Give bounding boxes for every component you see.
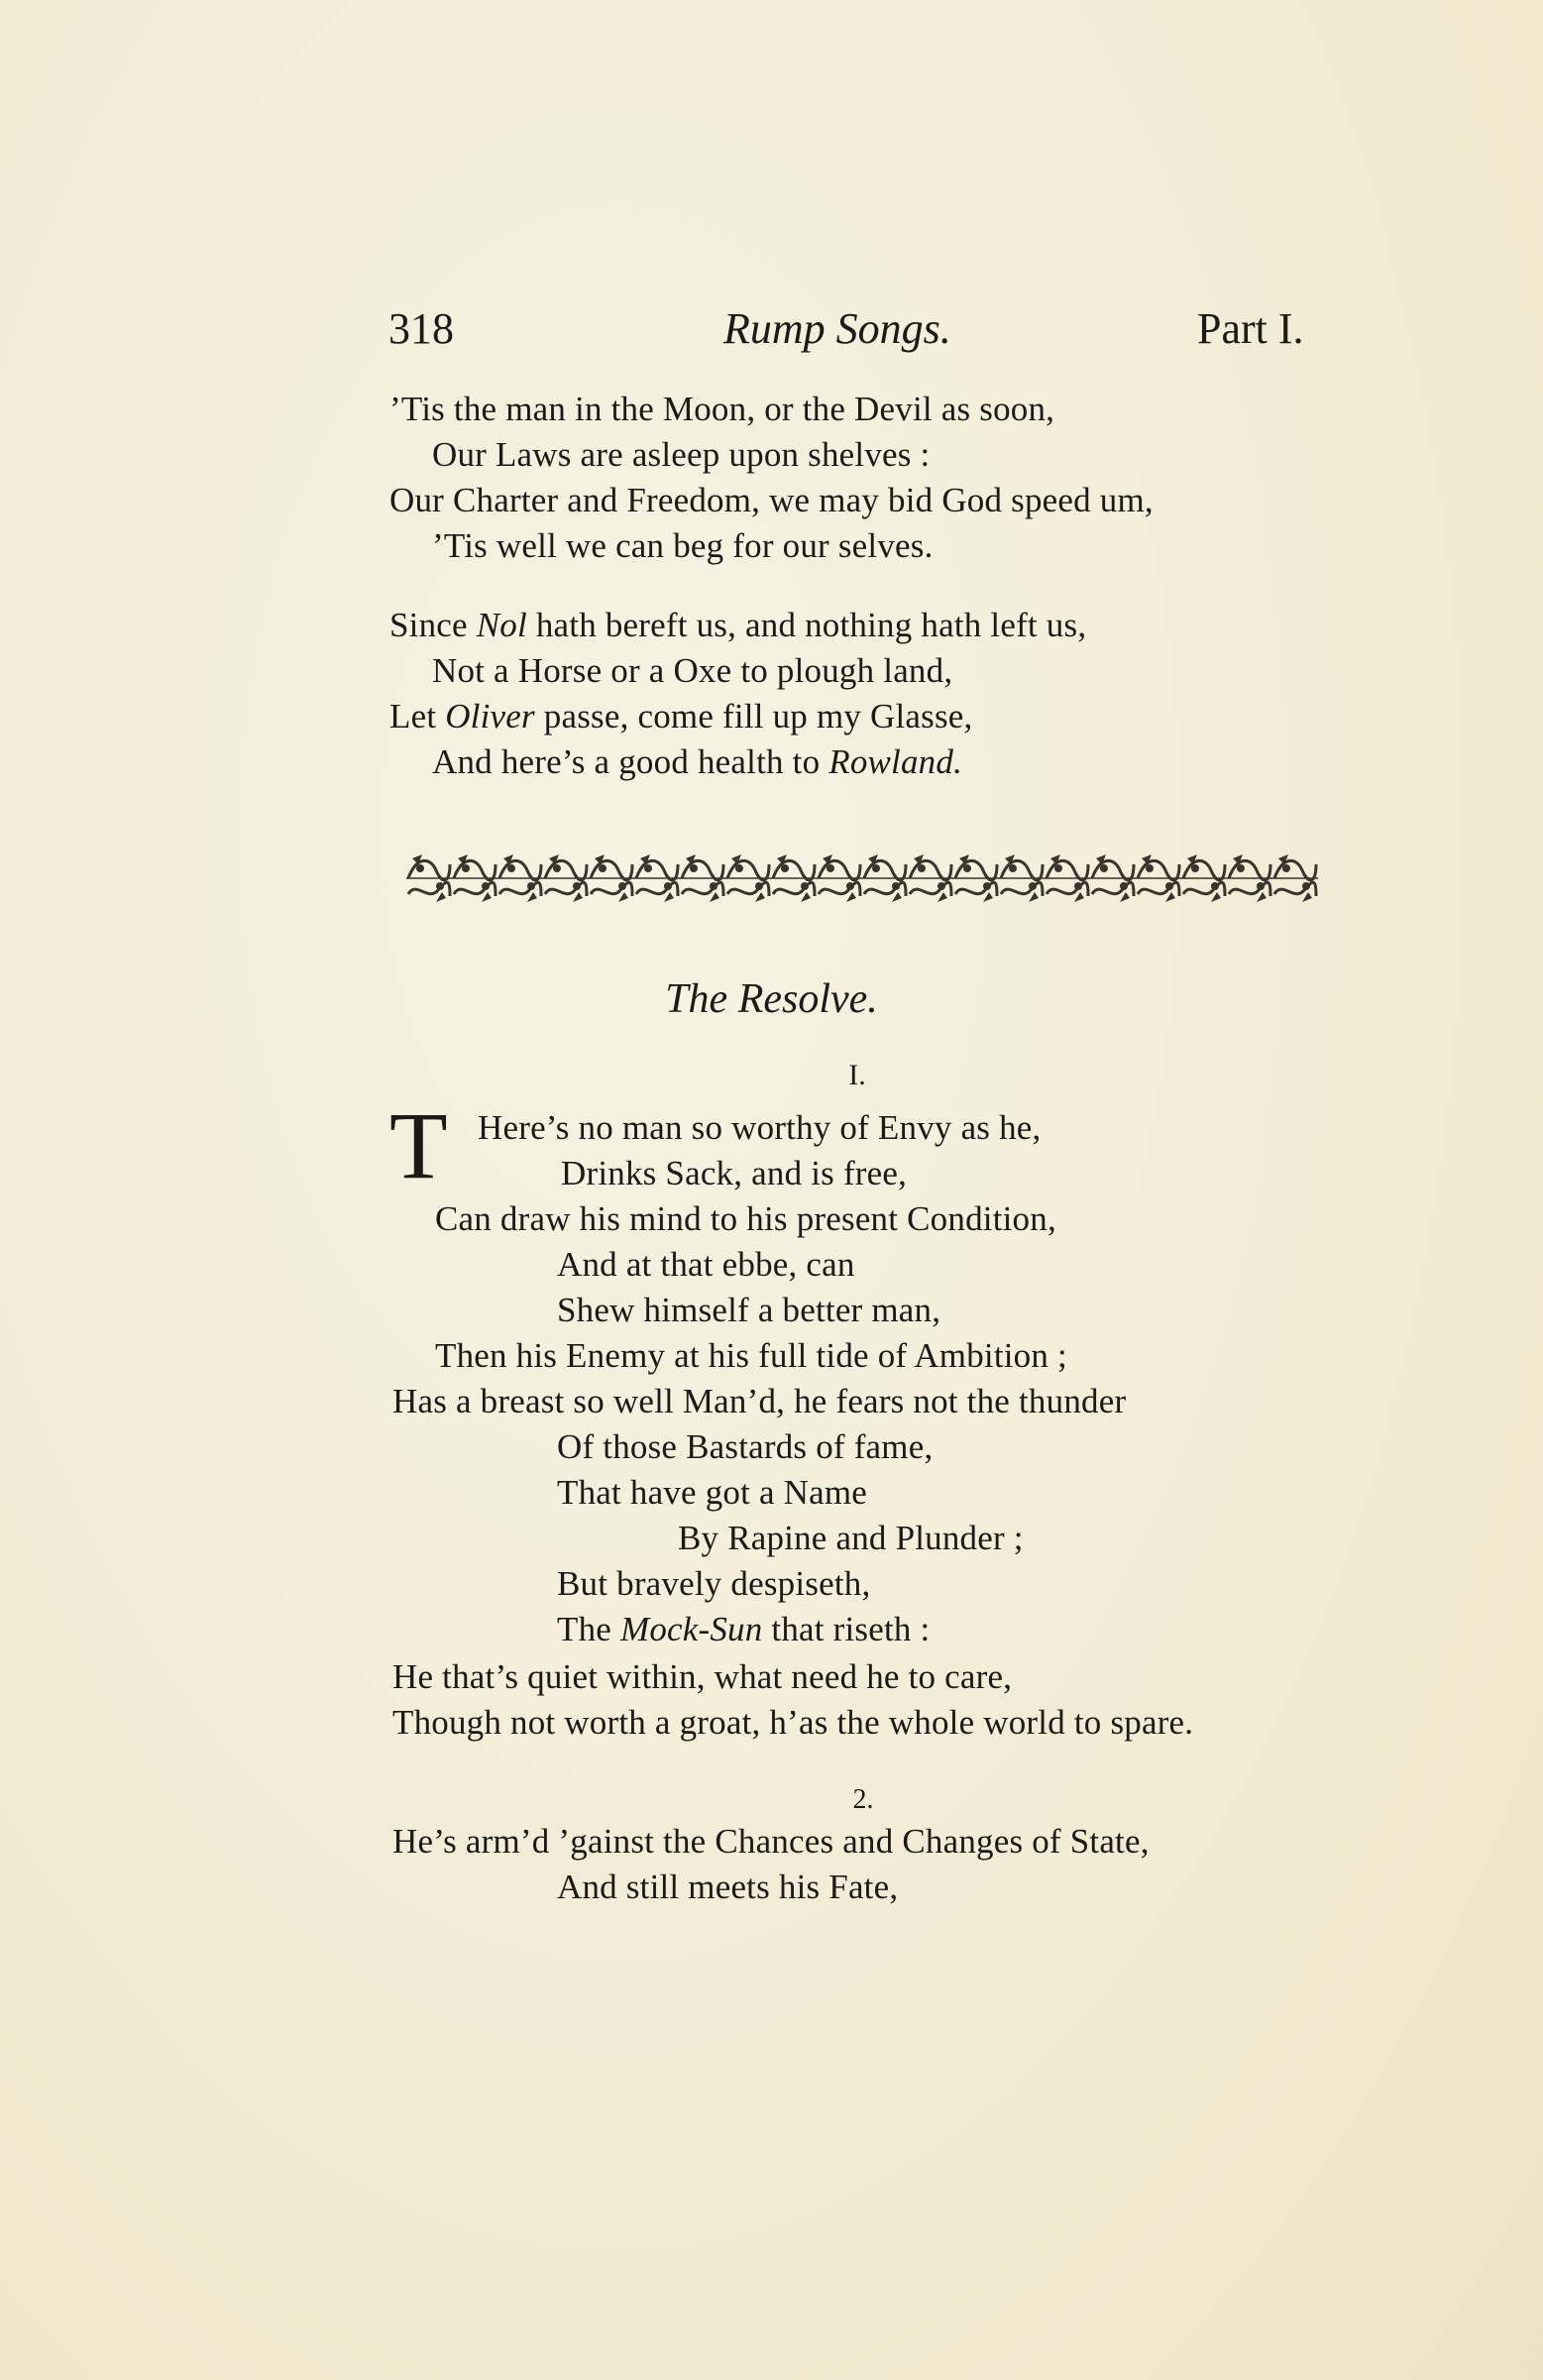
- stanza-a-line-4: ’Tis well we can beg for our selves.: [432, 526, 934, 565]
- stanza-a-line-2: Our Laws are asleep upon shelves :: [432, 435, 931, 474]
- poem-line-13: He that’s quiet within, what need he to care,: [392, 1657, 1013, 1696]
- poem-line-1: Here’s no man so worthy of Envy as he,: [478, 1108, 1042, 1147]
- poem-line-8: Of those Bastards of fame,: [557, 1427, 934, 1466]
- stanza-a-line-3: Our Charter and Freedom, we may bid God speed um,: [389, 481, 1154, 519]
- poem-line-12: The Mock-Sun that riseth :: [557, 1610, 931, 1648]
- page-number: 318: [388, 304, 454, 353]
- stanza-b-line-1: Since Nol hath bereft us, and nothing hath left us,: [389, 606, 1087, 644]
- poem-line-14: Though not worth a groat, h’as the whole world to spare.: [392, 1703, 1194, 1742]
- running-title: Rump Songs.: [723, 304, 951, 353]
- stanza-b-line-2: Not a Horse or a Oxe to plough land,: [432, 651, 953, 690]
- part-label: Part I.: [1197, 304, 1304, 353]
- poem-line-10: By Rapine and Plunder ;: [678, 1519, 1024, 1557]
- poem-line-9: That have got a Name: [557, 1473, 868, 1512]
- section-2-number: 2.: [852, 1784, 874, 1815]
- poem-line-2: Drinks Sack, and is free,: [561, 1154, 908, 1192]
- poem-line-4: And at that ebbe, can: [557, 1245, 855, 1284]
- stanza-b-line-3: Let Oliver passe, come fill up my Glasse,: [389, 697, 973, 736]
- poem-line-11: But bravely despiseth,: [557, 1564, 871, 1603]
- poem-line-3: Can draw his mind to his present Condition,: [435, 1199, 1056, 1238]
- poem-line-7: Has a breast so well Man’d, he fears not the thunder: [392, 1382, 1127, 1420]
- poem-title: The Resolve.: [665, 976, 878, 1022]
- stanza-a-line-1: ’Tis the man in the Moon, or the Devil as soon,: [389, 390, 1055, 428]
- poem-s2-line-1: He’s arm’d ’gainst the Chances and Changes of State,: [392, 1822, 1150, 1861]
- stanza-b-line-4: And here’s a good health to Rowland.: [432, 742, 963, 781]
- section-1-number: I.: [848, 1059, 866, 1091]
- poem-s2-line-2: And still meets his Fate,: [557, 1868, 899, 1906]
- drop-cap: T: [389, 1092, 448, 1198]
- ornament-band: [406, 850, 1318, 906]
- poem-line-6: Then his Enemy at his full tide of Ambition ;: [435, 1336, 1067, 1375]
- poem-line-5: Shew himself a better man,: [557, 1291, 941, 1329]
